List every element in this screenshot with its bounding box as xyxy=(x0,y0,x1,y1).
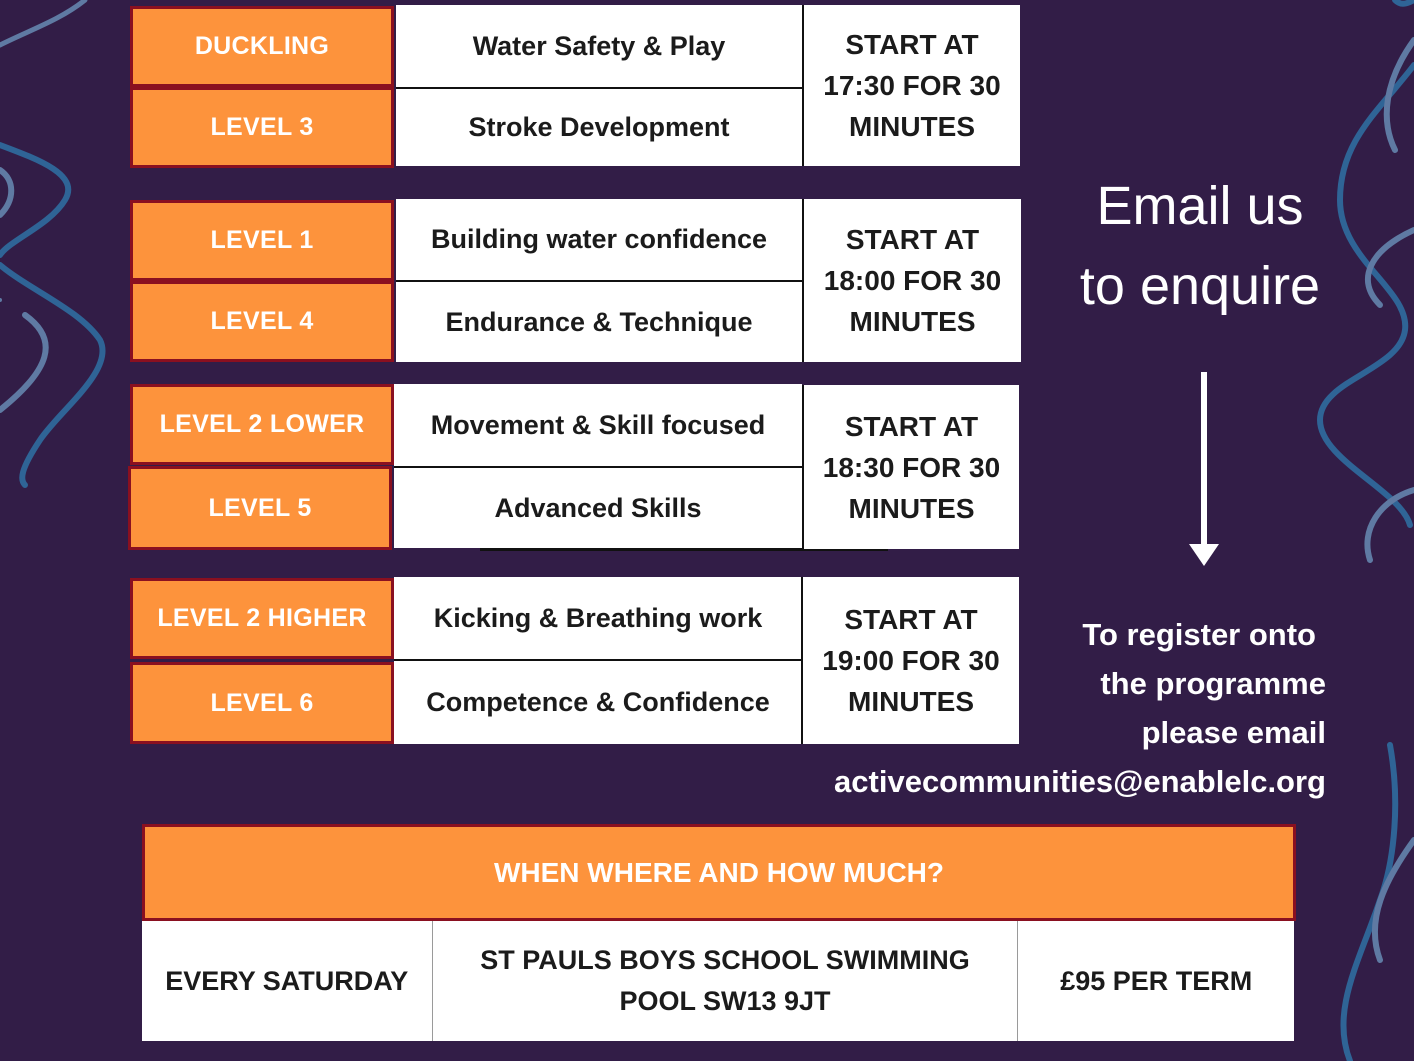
enquire-line: Email us xyxy=(1096,176,1304,236)
description-water-safety: Water Safety & Play xyxy=(396,5,802,89)
description-advanced-skills: Advanced Skills xyxy=(394,468,802,548)
description-movement-skill: Movement & Skill focused xyxy=(394,384,802,468)
time-slot-1830 xyxy=(802,385,1019,549)
description-endurance-technique: Endurance & Technique xyxy=(396,282,802,362)
enquire-heading xyxy=(1050,166,1350,326)
where-line: POOL SW13 9JT xyxy=(619,986,831,1016)
time-line: 18:00 FOR 30 xyxy=(823,265,1002,296)
level-badge-level-6: LEVEL 6 xyxy=(130,662,394,744)
time-line: MINUTES xyxy=(848,492,975,524)
level-badge-level-2-higher: LEVEL 2 HIGHER xyxy=(130,578,394,659)
arrow-down-icon xyxy=(1186,372,1222,568)
time-line: START AT xyxy=(844,410,979,442)
time-line: MINUTES xyxy=(848,686,974,717)
level-badge-duckling: DUCKLING xyxy=(130,6,394,87)
level-badge-level-2-lower: LEVEL 2 LOWER xyxy=(130,384,394,465)
info-price: £95 PER TERM xyxy=(1017,921,1294,1041)
time-slot-1730 xyxy=(802,5,1020,166)
where-line: ST PAULS BOYS SCHOOL SWIMMING xyxy=(480,945,970,975)
info-row xyxy=(142,921,1294,1041)
time-slot-1800 xyxy=(802,199,1021,362)
description-stroke-development: Stroke Development xyxy=(396,89,802,166)
time-line: 18:30 FOR 30 xyxy=(822,451,1001,483)
register-line: the programme xyxy=(1100,666,1326,701)
level-badge-level-1: LEVEL 1 xyxy=(130,200,394,281)
time-line: START AT xyxy=(845,224,980,255)
time-line: 17:30 FOR 30 xyxy=(823,70,1001,101)
time-line: START AT xyxy=(844,604,978,635)
enquire-line: to enquire xyxy=(1079,256,1321,316)
register-line: To register onto xyxy=(1082,617,1316,652)
time-line: MINUTES xyxy=(849,306,976,337)
register-text xyxy=(700,610,1326,806)
level-badge-level-3: LEVEL 3 xyxy=(130,87,394,168)
description-kicking-breathing: Kicking & Breathing work xyxy=(394,577,802,661)
info-when: EVERY SATURDAY xyxy=(142,921,432,1041)
info-banner: WHEN WHERE AND HOW MUCH? xyxy=(142,824,1296,921)
time-line: START AT xyxy=(845,29,979,60)
time-line: 19:00 FOR 30 xyxy=(822,645,1000,676)
email-link[interactable]: activecommunities@enablelc.org xyxy=(834,764,1326,799)
level-badge-level-5: LEVEL 5 xyxy=(128,466,392,550)
level-badge-level-4: LEVEL 4 xyxy=(130,281,394,362)
description-building-confidence: Building water confidence xyxy=(396,199,802,282)
time-line: MINUTES xyxy=(849,111,975,142)
description-competence-confidence: Competence & Confidence xyxy=(394,661,802,744)
info-where xyxy=(432,921,1018,1041)
register-line: please email xyxy=(1141,715,1326,750)
